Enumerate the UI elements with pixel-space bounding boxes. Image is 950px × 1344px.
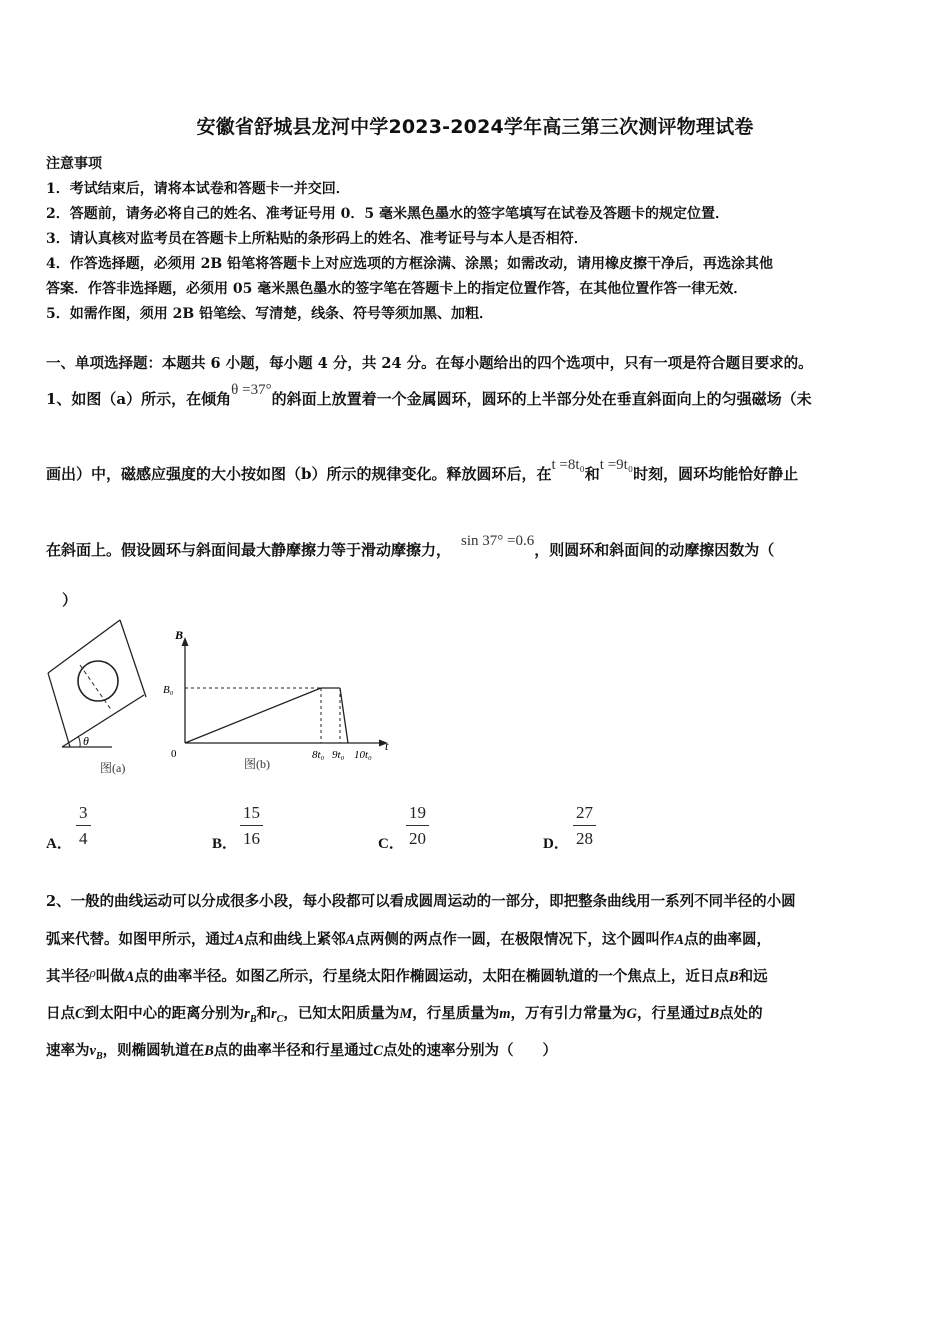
t2-equation: t =9t₀: [599, 457, 634, 473]
figure-b-graph: [160, 625, 395, 775]
page-title: 安徽省舒城县龙河中学2023-2024学年高三第三次测评物理试卷: [196, 116, 754, 138]
t1-equation: t =8t₀: [551, 457, 585, 473]
note-item: 3．请认真核对监考员在答题卡上所粘贴的条形码上的姓名、准考证号与本人是否相符．: [46, 231, 588, 247]
sin-equation: sin 37° =0.6: [461, 533, 535, 549]
q1-line3: 在斜面上。假设圆环与斜面间最大静摩擦力等于滑动摩擦力， sin 37° =0.6，则圆环和斜面间的动摩擦因数为（: [46, 533, 775, 559]
tick-8t0: 8t₀: [312, 749, 325, 761]
b-rise-line: [185, 688, 321, 743]
note-item: 答案．作答非选择题，必须用 05 毫米黑色墨水的签字笔在答题卡上的指定位置作答，在其他位置作答一律无效．: [46, 281, 748, 297]
y-axis-label: B: [175, 628, 184, 642]
notes-heading: 注意事项: [46, 156, 102, 172]
q1-line2: 画出）中，磁感应强度的大小按如图（b）所示的规律变化。释放圆环后，在t =8t₀和t =9t₀时刻，圆环均能恰好静止: [46, 457, 799, 483]
theta-label: θ: [83, 734, 89, 748]
theta-equation: θ =37°: [231, 382, 272, 398]
q2-line4: 日点C到太阳中心的距离分别为$r_B$和$r_C$，已知太阳质量为M，行星质量为m，万有引力常量为G，行星通过B点处的: [46, 1005, 763, 1025]
figure-a-caption: 图(a): [100, 761, 126, 775]
q1-line1: 1、如图（a）所示，在倾角θ =37°的斜面上放置着一个金属圆环，圆环的上半部分处在垂直斜面向上的匀强磁场（未: [46, 382, 812, 408]
tick-10t0: 10t₀: [354, 749, 372, 761]
metal-ring: [78, 661, 118, 701]
note-item: 2．答题前，请务必将自己的姓名、准考证号用 0．5 毫米黑色墨水的签字笔填写在试卷及答题卡的规定位置．: [46, 206, 729, 222]
q2-line1: 2、一般的曲线运动可以分成很多小段，每小段都可以看成圆周运动的一部分，即把整条曲线用一系列不同半径的小圆: [46, 893, 796, 910]
section-heading: 一、单项选择题：本题共 6 小题，每小题 4 分，共 24 分。在每小题给出的四个选项中，只有一项是符合题目要求的。: [46, 355, 813, 372]
q2-line3: 其半径ρ叫做A点的曲率半径。如图乙所示，行星绕太阳作椭圆运动，太阳在椭圆轨道的一个焦点上，近日点B和远: [46, 965, 768, 985]
note-item: 4．作答选择题，必须用 2B 铅笔将答题卡上对应选项的方框涂满、涂黑；如需改动，请用橡皮擦干净后，再选涂其他: [46, 256, 774, 272]
origin-label: 0: [171, 748, 177, 760]
note-item: 5．如需作图，须用 2B 铅笔绘、写清楚，线条、符号等须加黑、加粗．: [46, 306, 494, 322]
figure-b-caption: 图(b): [244, 757, 270, 771]
b0-label: B₀: [163, 684, 174, 696]
note-item: 1．考试结束后，请将本试卷和答题卡一并交回．: [46, 181, 350, 197]
q1-line4: ）: [62, 591, 78, 609]
x-axis-label: t: [385, 739, 389, 753]
b-fall-line: [340, 688, 348, 743]
q2-line2: 弧来代替。如图甲所示，通过A点和曲线上紧邻A点两侧的两点作一圆，在极限情况下，这个圆叫作A点的曲率圆，: [46, 931, 772, 948]
tick-9t0: 9t₀: [332, 749, 345, 761]
q2-line5: 速率为$v_B$，则椭圆轨道在B点的曲率半径和行星通过C点处的速率分别为（ ）: [46, 1042, 557, 1062]
figure-a-incline: [40, 615, 150, 785]
